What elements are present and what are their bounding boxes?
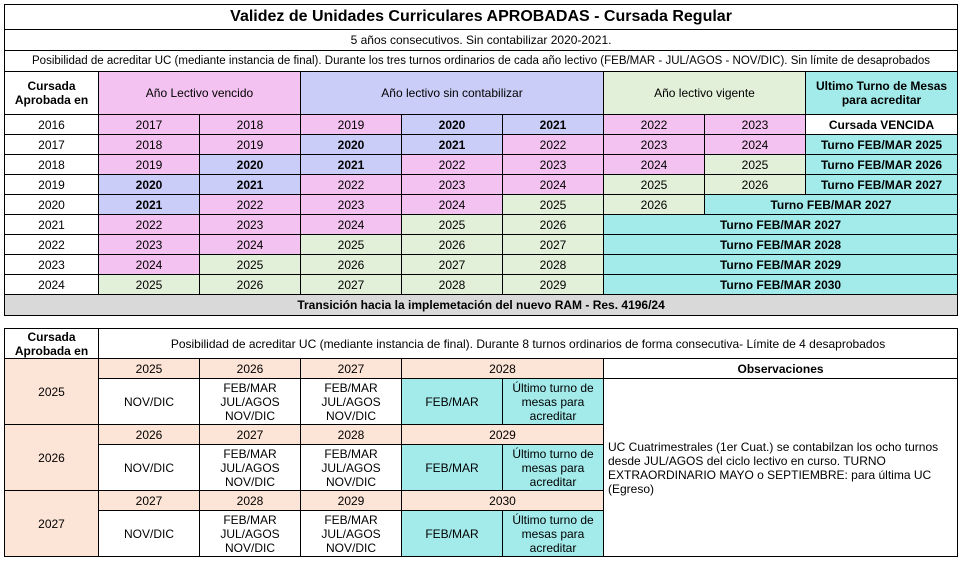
cell-year: 2024 (301, 215, 402, 235)
ram-col-year: 2027 (200, 425, 301, 445)
cell-year: 2020 (301, 135, 402, 155)
cell-year: 2024 (705, 135, 806, 155)
ram-col-year: 2027 (301, 359, 402, 379)
cell-year: 2026 (301, 255, 402, 275)
cell-year: 2025 (503, 195, 604, 215)
cell-year: 2022 (301, 175, 402, 195)
ram-col-year: 2026 (99, 425, 200, 445)
turno-novdic: NOV/DIC (325, 474, 376, 489)
cell-final: Turno FEB/MAR 2028 (604, 235, 958, 255)
turno-febmar: FEB/MAR (324, 380, 378, 395)
cell-year: 2020 (99, 175, 200, 195)
ultimo-line: Último turno de (512, 380, 594, 395)
cell-year: 2022 (99, 215, 200, 235)
cell-year: 2024 (402, 195, 503, 215)
cell-year: 2027 (503, 235, 604, 255)
turno-febmar-final: FEB/MAR (402, 511, 503, 557)
ram-table (4, 328, 958, 557)
ultimo-line: Último turno de (512, 512, 594, 527)
ultimo-line: mesas para (521, 526, 585, 541)
subtitle-years: 5 años consecutivos. Sin contabilizar 2020-2021. (5, 30, 958, 51)
cell-year: 2026 (503, 215, 604, 235)
subtitle-acreditar: Posibilidad de acreditar UC (mediante instancia de final). Durante los tres turnos ordinarios de cada año lectivo (FEB/MAR - JUL/AGOS - NOV/DIC). Sin límite de desaprobados (5, 51, 958, 72)
row-year: 2024 (5, 275, 99, 295)
turno-cell (200, 445, 301, 491)
row-year: 2018 (5, 155, 99, 175)
cell-year: 2024 (200, 235, 301, 255)
cell-year: 2017 (99, 115, 200, 135)
cell-year: 2021 (200, 175, 301, 195)
turno-novdic: NOV/DIC (224, 408, 275, 423)
turno-febmar-final: FEB/MAR (402, 445, 503, 491)
header-cursada: Cursada Aprobada en (5, 72, 99, 115)
row-year: 2019 (5, 175, 99, 195)
turno-febmar: FEB/MAR (324, 446, 378, 461)
observaciones-text: UC Cuatrimestrales (1er Cuat.) se contabilzan los ocho turnos desde JUL/AGOS del ciclo lectivo en curso. TURNO EXTRAORDINARIO MAYO o SEPTIEMBRE: para última UC (Egreso) (604, 379, 958, 557)
turno-febmar: FEB/MAR (324, 512, 378, 527)
table-title: Validez de Unidades Curriculares APROBADAS - Cursada Regular (5, 5, 958, 30)
cell-final: Turno FEB/MAR 2026 (806, 155, 958, 175)
ram-col-year: 2025 (99, 359, 200, 379)
ultimo-turno-cell (503, 445, 604, 491)
observaciones-header: Observaciones (604, 359, 958, 379)
table-row (5, 155, 958, 175)
cell-year: 2023 (200, 215, 301, 235)
table-row (5, 175, 958, 195)
cell-year: 2020 (200, 155, 301, 175)
cell-final: Turno FEB/MAR 2027 (806, 175, 958, 195)
cell-year: 2025 (99, 275, 200, 295)
table-row (5, 215, 958, 235)
cell-year: 2021 (99, 195, 200, 215)
cell-year: 2025 (604, 175, 705, 195)
cell-year: 2023 (301, 195, 402, 215)
cell-year: 2023 (99, 235, 200, 255)
ultimo-turno-cell (503, 511, 604, 557)
ultimo-line: mesas para (521, 394, 585, 409)
ram-col-year: 2029 (402, 425, 604, 445)
cell-year: 2024 (99, 255, 200, 275)
cell-final: Turno FEB/MAR 2027 (705, 195, 958, 215)
table-row (5, 235, 958, 255)
ram-col-year: 2028 (200, 491, 301, 511)
ultimo-line: mesas para (521, 460, 585, 475)
row-year: 2020 (5, 195, 99, 215)
cell-year: 2021 (503, 115, 604, 135)
cell-final: Turno FEB/MAR 2030 (604, 275, 958, 295)
cell-year: 2027 (402, 255, 503, 275)
cell-year: 2019 (301, 115, 402, 135)
ram-col-year: 2028 (402, 359, 604, 379)
cell-year: 2026 (705, 175, 806, 195)
turno-julagos: JUL/AGOS (220, 460, 280, 475)
ram-col-year: 2029 (301, 491, 402, 511)
turno-febmar-final: FEB/MAR (402, 379, 503, 425)
row-year: 2022 (5, 235, 99, 255)
turno-novdic: NOV/DIC (325, 540, 376, 555)
cell-year: 2023 (503, 155, 604, 175)
cell-final: Cursada VENCIDA (806, 115, 958, 135)
cell-year: 2025 (705, 155, 806, 175)
cell-year: 2022 (200, 195, 301, 215)
cell-year: 2028 (503, 255, 604, 275)
table-row (5, 135, 958, 155)
cell-year: 2021 (301, 155, 402, 175)
turno-febmar: FEB/MAR (223, 380, 277, 395)
cell-final: Turno FEB/MAR 2029 (604, 255, 958, 275)
turno-cell (301, 379, 402, 425)
turno-cell (200, 379, 301, 425)
turno-cell: NOV/DIC (99, 445, 200, 491)
ram-col-year: 2028 (301, 425, 402, 445)
cell-year: 2020 (402, 115, 503, 135)
cell-year: 2022 (503, 135, 604, 155)
table-row (5, 275, 958, 295)
row-year: 2016 (5, 115, 99, 135)
cell-year: 2019 (99, 155, 200, 175)
turno-novdic: NOV/DIC (224, 540, 275, 555)
cell-year: 2025 (301, 235, 402, 255)
turno-julagos: JUL/AGOS (220, 526, 280, 541)
cell-year: 2026 (604, 195, 705, 215)
cell-year: 2024 (604, 155, 705, 175)
cell-year: 2021 (402, 135, 503, 155)
ram-block-year: 2026 (5, 425, 99, 491)
cell-year: 2023 (402, 175, 503, 195)
row-year: 2023 (5, 255, 99, 275)
row-year: 2017 (5, 135, 99, 155)
turno-julagos: JUL/AGOS (321, 526, 381, 541)
turno-cell (301, 511, 402, 557)
turno-febmar: FEB/MAR (223, 512, 277, 527)
transition-banner: Transición hacia la implemetación del nuevo RAM - Res. 4196/24 (5, 295, 958, 316)
ultimo-line: acreditar (529, 474, 577, 489)
table-row (5, 195, 958, 215)
cell-year: 2018 (99, 135, 200, 155)
turno-julagos: JUL/AGOS (321, 394, 381, 409)
header-ultimo-turno: Ultimo Turno de Mesas para acreditar (806, 72, 958, 115)
cell-year: 2027 (301, 275, 402, 295)
ram-col-year: 2030 (402, 491, 604, 511)
cell-year: 2026 (200, 275, 301, 295)
cell-year: 2025 (200, 255, 301, 275)
header-sin-contabilizar: Año lectivo sin contabilizar (301, 72, 604, 115)
cell-year: 2023 (604, 135, 705, 155)
ram-col-year: 2027 (99, 491, 200, 511)
cell-year: 2029 (503, 275, 604, 295)
cell-year: 2026 (402, 235, 503, 255)
turno-julagos: JUL/AGOS (321, 460, 381, 475)
ram-description: Posibilidad de acreditar UC (mediante instancia de final). Durante 8 turnos ordinarios de forma consecutiva- Límite de 4 desaprobados (99, 329, 958, 359)
table-row (5, 255, 958, 275)
turno-cell (200, 511, 301, 557)
turno-cell (301, 445, 402, 491)
turno-novdic: NOV/DIC (325, 408, 376, 423)
ram-block-year: 2027 (5, 491, 99, 557)
ultimo-line: acreditar (529, 408, 577, 423)
table-row (5, 115, 958, 135)
cell-year: 2019 (200, 135, 301, 155)
cell-year: 2025 (402, 215, 503, 235)
cell-final: Turno FEB/MAR 2025 (806, 135, 958, 155)
header-vencido: Año Lectivo vencido (99, 72, 301, 115)
ultimo-line: Último turno de (512, 446, 594, 461)
turno-cell: NOV/DIC (99, 511, 200, 557)
validez-table (4, 4, 958, 316)
ram-header-cursada: Cursada Aprobada en (5, 329, 99, 359)
ultimo-turno-cell (503, 379, 604, 425)
turno-julagos: JUL/AGOS (220, 394, 280, 409)
row-year: 2021 (5, 215, 99, 235)
turno-cell: NOV/DIC (99, 379, 200, 425)
cell-year: 2028 (402, 275, 503, 295)
cell-year: 2022 (402, 155, 503, 175)
ultimo-line: acreditar (529, 540, 577, 555)
header-vigente: Año lectivo vigente (604, 72, 806, 115)
ram-block-year: 2025 (5, 359, 99, 425)
turno-febmar: FEB/MAR (223, 446, 277, 461)
cell-year: 2024 (503, 175, 604, 195)
ram-col-year: 2026 (200, 359, 301, 379)
cell-final: Turno FEB/MAR 2027 (604, 215, 958, 235)
cell-year: 2018 (200, 115, 301, 135)
cell-year: 2023 (705, 115, 806, 135)
turno-novdic: NOV/DIC (224, 474, 275, 489)
cell-year: 2022 (604, 115, 705, 135)
